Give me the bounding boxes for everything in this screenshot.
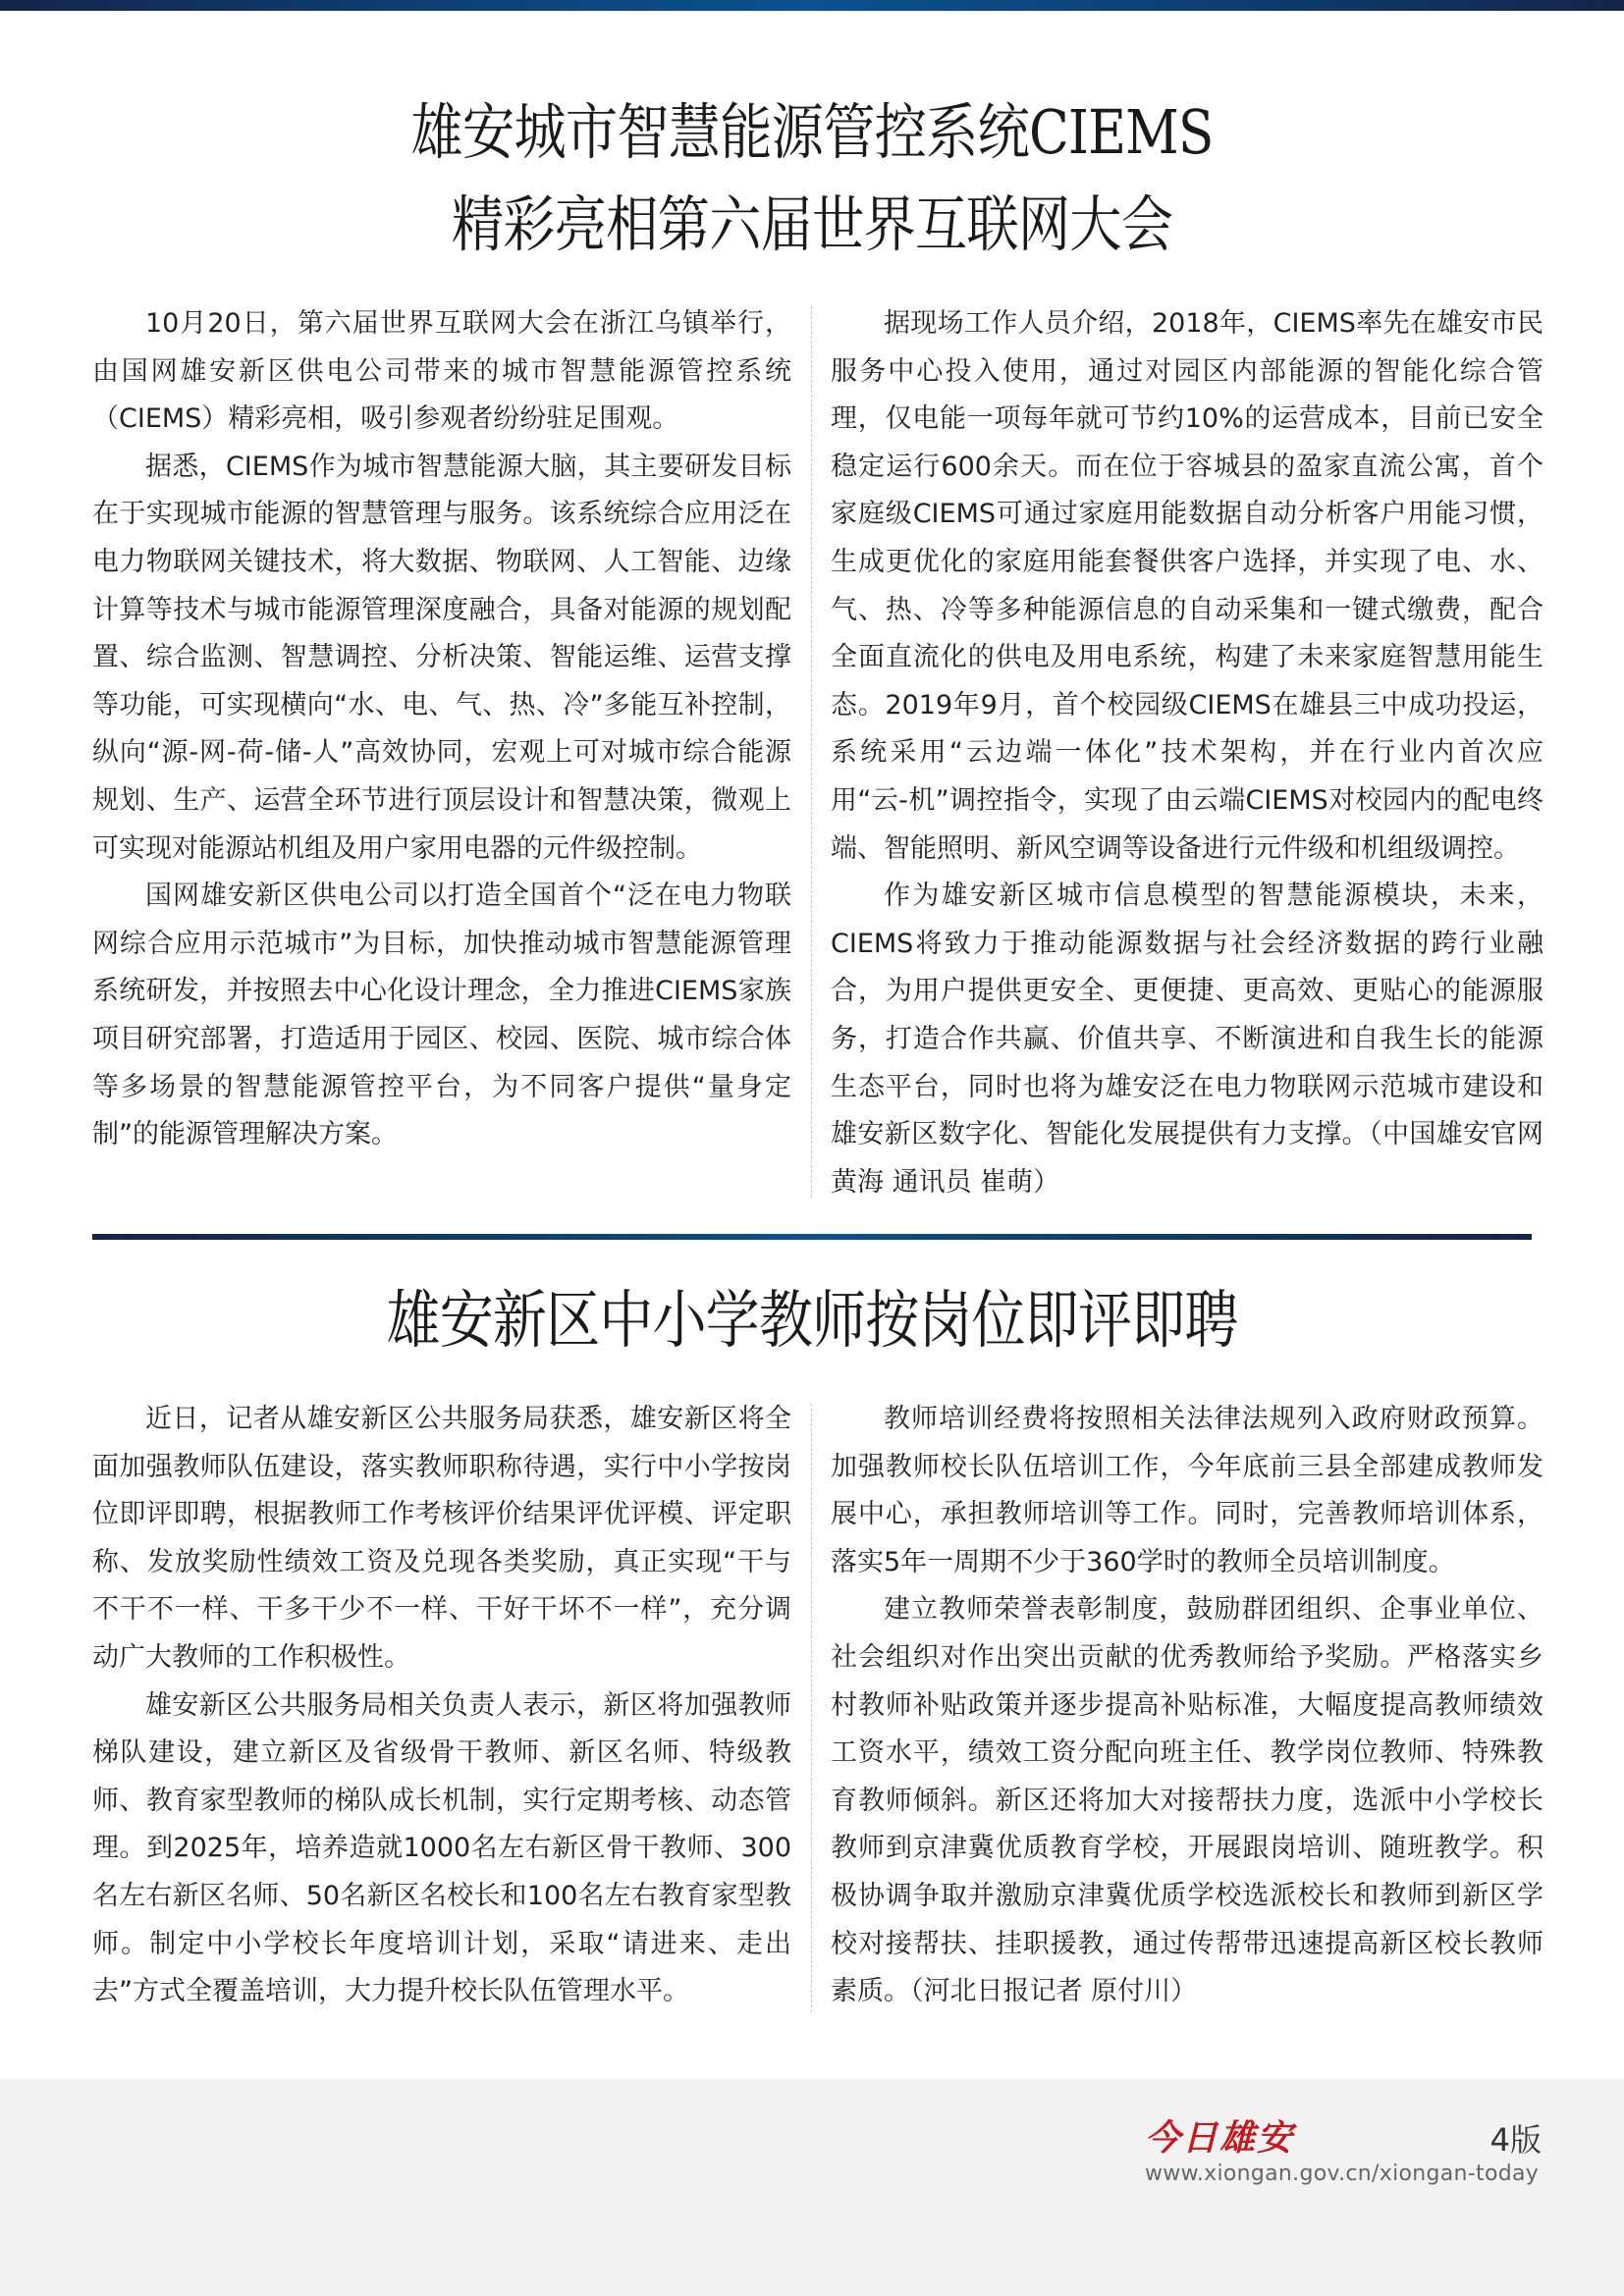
article-2-paragraph: 雄安新区公共服务局相关负责人表示，新区将加强教师梯队建设，建立新区及省级骨干教师、新区名师、特级教师、教育家型教师的梯队成长机制，实行定期考核、动态管理。到2025年，培养造就1000名左右新区骨干教师、300名左右新区名师、50名新区名校长和100名左右教育家型教师。制定中小学校长年度培训计划，采取“请进来、走出去”方式全覆盖培训，大力提升校长队伍管理水平。	[92, 1689, 791, 2007]
article-2-right-column	[831, 1396, 1543, 2016]
article-2-left-column	[92, 1396, 791, 2016]
article-1-paragraph: 据悉，CIEMS作为城市智慧能源大脑，其主要研发目标在于实现城市能源的智慧管理与服务。该系统综合应用泛在电力物联网关键技术，将大数据、物联网、人工智能、边缘计算等技术与城市能源管理深度融合，具备对能源的规划配置、综合监测、智慧调控、分析决策、智能运维、运营支撑等功能，可实现横向“水、电、气、热、冷”多能互补控制，纵向“源-网-荷-储-人”高效协同，宏观上可对城市综合能源规划、生产、运营全环节进行顶层设计和智慧决策，微观上可实现对能源站机组及用户家用电器的元件级控制。	[92, 451, 791, 864]
article-2-paragraph: 教师培训经费将按照相关法律法规列入政府财政预算。加强教师校长队伍培训工作，今年底前三县全部建成教师发展中心，承担教师培训等工作。同时，完善教师培训体系，落实5年一周期不少于360学时的教师全员培训制度。	[831, 1404, 1543, 1577]
article-1-paragraph: 作为雄安新区城市信息模型的智慧能源模块，未来，CIEMS将致力于推动能源数据与社会经济数据的跨行业融合，为用户提供更安全、更便捷、更高效、更贴心的能源服务，打造合作共赢、价值共享、不断演进和自我生长的能源生态平台，同时也将为雄安泛在电力物联网示范城市建设和雄安新区数字化、智能化发展提供有力支撑。（中国雄安官网 黄海 通讯员 崔萌）	[831, 881, 1543, 1198]
article-2-paragraph: 近日，记者从雄安新区公共服务局获悉，雄安新区将全面加强教师队伍建设，落实教师职称待遇，实行中小学按岗位即评即聘，根据教师工作考核评价结果评优评模、评定职称、发放奖励性绩效工资及兑现各类奖励，真正实现“干与不干不一样、干多干少不一样、干好干坏不一样”，充分调动广大教师的工作积极性。	[92, 1404, 791, 1673]
article-1-paragraph: 国网雄安新区供电公司以打造全国首个“泛在电力物联网综合应用示范城市”为目标，加快推动城市智慧能源管理系统研发，并按照去中心化设计理念，全力推进CIEMS家族项目研究部署，打造适用于园区、校园、医院、城市综合体等多场景的智慧能源管控平台，为不同客户提供“量身定制”的能源管理解决方案。	[92, 881, 791, 1150]
article-1-title	[114, 86, 1510, 271]
edition-number: 4版	[1489, 2121, 1542, 2159]
article-2-title	[114, 1274, 1510, 1368]
column-divider	[811, 1404, 812, 2012]
article-1-paragraph: 据现场工作人员介绍，2018年，CIEMS率先在雄安市民服务中心投入使用，通过对园区内部能源的智能化综合管理，仅电能一项每年就可节约10%的运营成本，目前已安全稳定运行600余天。而在位于容城县的盈家直流公寓，首个家庭级CIEMS可通过家庭用能数据自动分析客户用能习惯，生成更优化的家庭用能套餐供客户选择，并实现了电、水、气、热、冷等多种能源信息的自动采集和一键式缴费，配合全面直流化的供电及用电系统，构建了未来家庭智慧用能生态。2019年9月，首个校园级CIEMS在雄县三中成功投运，系统采用“云边端一体化”技术架构，并在行业内首次应用“云-机”调控指令，实现了由云端CIEMS对校园内的配电终端、智能照明、新风空调等设备进行元件级和机组级调控。	[831, 308, 1543, 864]
section-divider-rule	[92, 1234, 1532, 1240]
newspaper-logo: 今日雄安	[1145, 2117, 1295, 2159]
top-banner-bar	[0, 0, 1624, 11]
article-1-right-column	[831, 300, 1543, 1206]
article-2-title-text: 雄安新区中小学教师按岗位即评即聘	[386, 1285, 1238, 1358]
website-url-link[interactable]: www.xiongan.gov.cn/xiongan-today	[1145, 2162, 1540, 2186]
article-2-paragraph: 建立教师荣誉表彰制度，鼓励群团组织、企事业单位、社会组织对作出突出贡献的优秀教师给予奖励。严格落实乡村教师补贴政策并逐步提高补贴标准，大幅度提高教师绩效工资水平，绩效工资分配向班主任、教学岗位教师、特殊教育教师倾斜。新区还将加大对接帮扶力度，选派中小学校长教师到京津冀优质教育学校，开展跟岗培训、随班教学。积极协调争取并激励京津冀优质学校选派校长和教师到新区学校对接帮扶、挂职援教，通过传帮带迅速提高新区校长教师素质。（河北日报记者 原付川）	[831, 1594, 1543, 2007]
article-1-paragraph: 10月20日，第六届世界互联网大会在浙江乌镇举行，由国网雄安新区供电公司带来的城市智慧能源管控系统（CIEMS）精彩亮相，吸引参观者纷纷驻足围观。	[92, 308, 791, 435]
column-divider	[811, 306, 812, 1198]
article-1-left-column	[92, 300, 791, 1159]
article-1-title-line-1: 雄安城市智慧能源管控系统CIEMS	[410, 96, 1214, 168]
article-1-title-line-2: 精彩亮相第六届世界互联网大会	[451, 188, 1173, 260]
